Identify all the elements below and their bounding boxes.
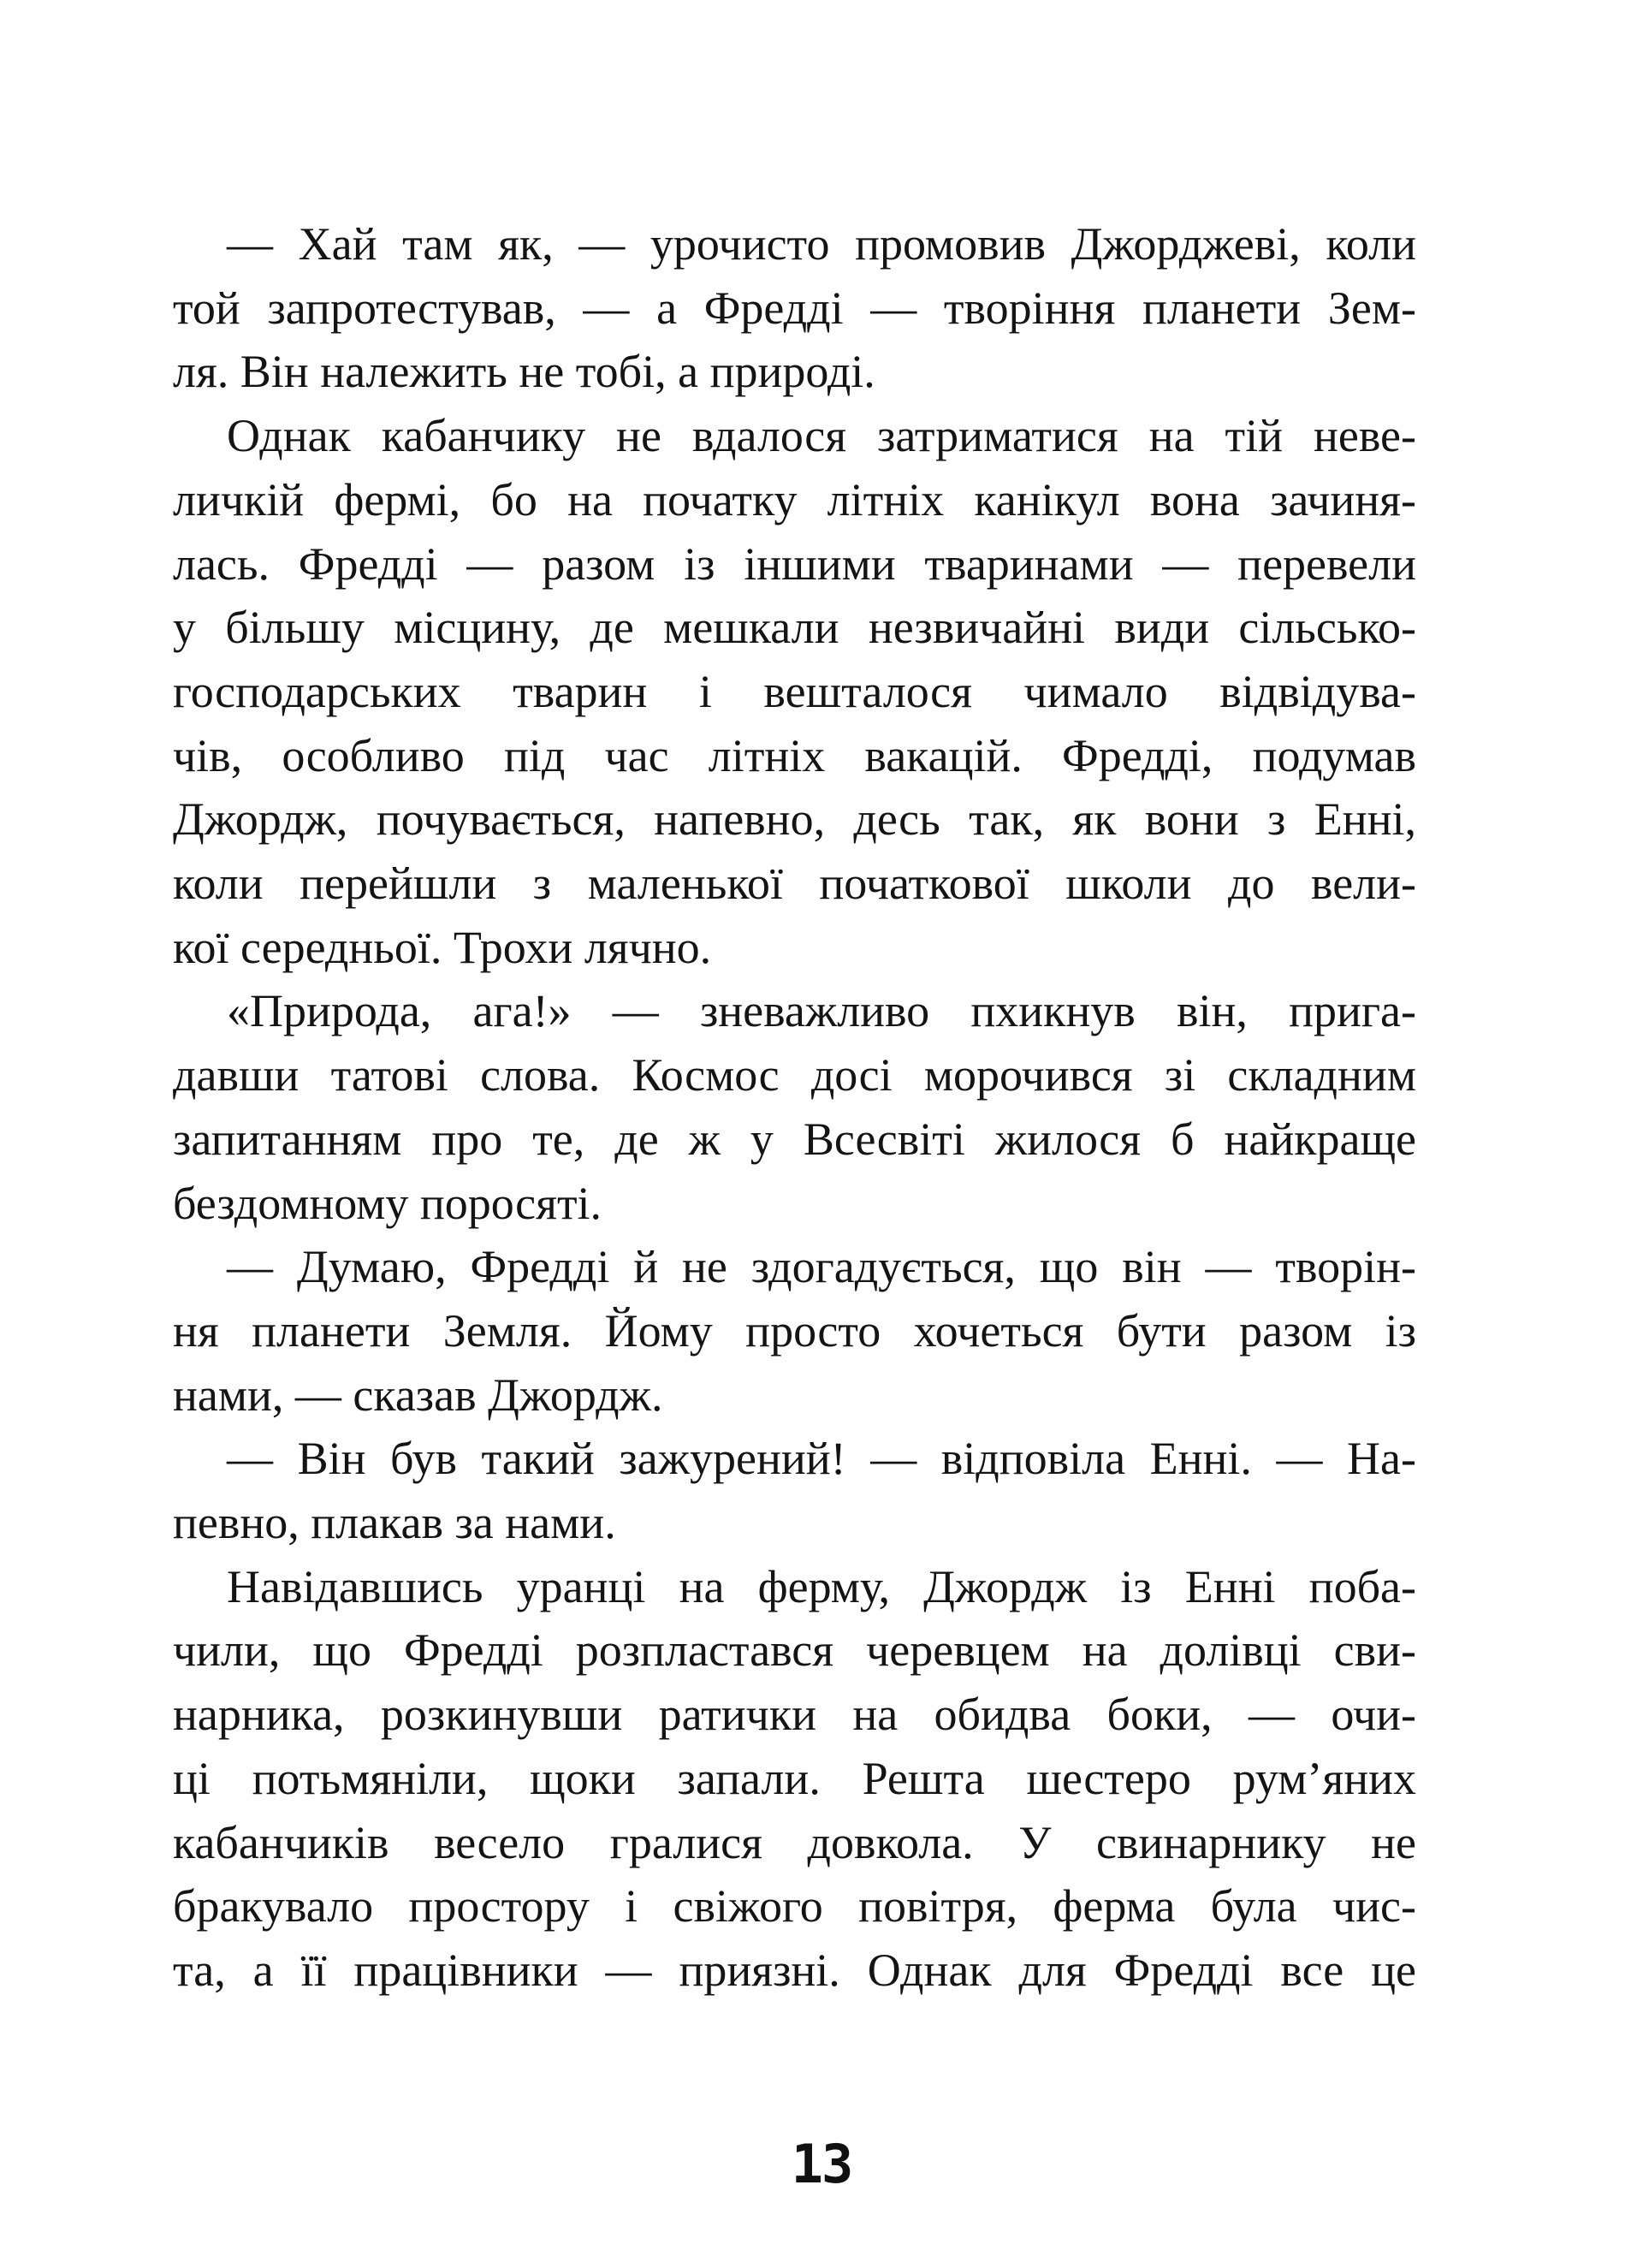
text-line: Однак кабанчику не вдалося затриматися на тій неве- [227, 410, 1416, 462]
text-line: — Він був такий зажурений! — відповіла Енні. — На- [227, 1433, 1416, 1485]
text-line: запитанням про те, де ж у Всесвіті жилося б найкраще [173, 1113, 1416, 1165]
text-line: ці потьмяніли, щоки запали. Решта шестеро рум’яних [173, 1752, 1416, 1804]
text-line: ля. Він належить не тобі, а природі. [173, 346, 875, 398]
text-line: кабанчиків весело гралися довкола. У свинарнику не [173, 1816, 1416, 1868]
text-line: коли перейшли з маленької початкової школи до вели- [173, 858, 1416, 909]
body-text [173, 0, 1416, 2054]
text-line: у більшу місцину, де мешкали незвичайні види сільсько- [173, 602, 1416, 654]
text-line: ня планети Земля. Йому просто хочеться бути разом із [173, 1304, 1416, 1357]
text-line: бракувало простору і свіжого повітря, ферма була чис- [173, 1880, 1416, 1933]
text-line: — Хай там як, — урочисто промовив Джорджеві, коли [227, 218, 1416, 270]
text-line: Навідавшись уранці на ферму, Джордж із Енні поба- [227, 1560, 1416, 1612]
text-line: певно, плакав за нами. [173, 1497, 616, 1548]
text-line: той запротестував, — а Фредді — творіння планети Зем- [173, 282, 1416, 334]
text-line: «Природа, ага!» — зневажливо пхикнув він, прига- [227, 985, 1416, 1037]
text-line: чили, що Фредді розпластався черевцем на долівці сви- [173, 1624, 1416, 1677]
text-line: Джордж, почувається, напевно, десь так, як вони з Енні, [173, 793, 1416, 846]
text-line: чів, особливо під час літніх вакацій. Фредді, подумав [173, 729, 1416, 781]
text-line: личкій фермі, бо на початку літніх канікул вона зачиня- [173, 473, 1416, 525]
text-line: нами, — сказав Джордж. [173, 1369, 663, 1421]
text-line: кої середньої. Трохи лячно. [173, 921, 712, 973]
text-line: давши татові слова. Космос досі морочився зі складним [173, 1049, 1416, 1101]
text-line: нарника, розкинувши ратички на обидва боки, — очи- [173, 1689, 1416, 1741]
text-line: — Думаю, Фредді й не здогадується, що він — творін- [227, 1241, 1416, 1293]
text-line: лась. Фредді — разом із іншими тваринами — перевели [173, 537, 1416, 590]
text-line: та, а її працівники — приязні. Однак для Фредді все це [173, 1944, 1416, 1996]
text-line: господарських тварин і вешталося чимало відвідува- [173, 665, 1416, 717]
text-line: бездомному поросяті. [173, 1177, 602, 1229]
page-number: 13 [791, 2133, 852, 2195]
